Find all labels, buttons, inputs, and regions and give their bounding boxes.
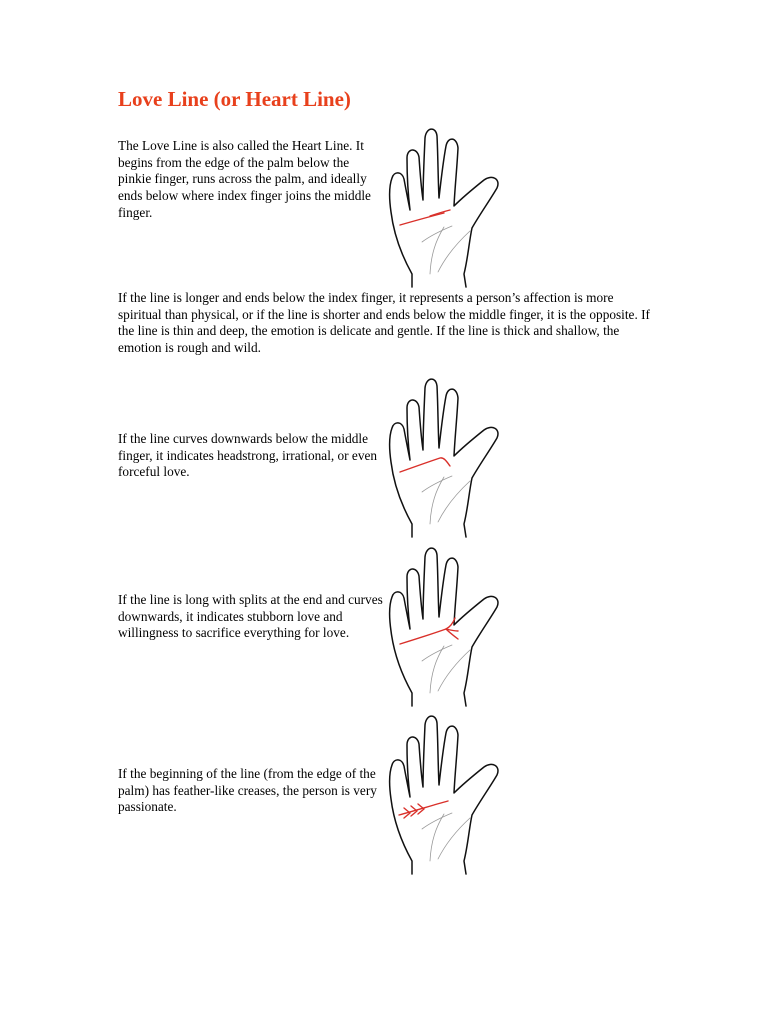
hand-outline bbox=[390, 129, 498, 287]
palm-crease bbox=[422, 813, 452, 829]
palm-crease bbox=[422, 476, 452, 492]
palm-crease bbox=[430, 646, 444, 693]
intro-paragraph: The Love Line is also called the Heart Line. It begins from the edge of the palm below the pinkie finger, runs across the palm, and ideally ends below where index finger joins the middle finger. bbox=[118, 138, 371, 220]
hand-love-line-straight-icon bbox=[384, 124, 522, 292]
love-line bbox=[400, 458, 450, 472]
feathered-line-paragraph: If the beginning of the line (from the edge of the palm) has feather-like creases, the person is very passionate. bbox=[118, 766, 377, 815]
hand-love-line-split-end-icon bbox=[384, 543, 522, 711]
hand-outline bbox=[390, 548, 498, 706]
love-line bbox=[400, 213, 444, 225]
hand-love-line-curved-down-icon bbox=[384, 374, 522, 542]
love-line bbox=[430, 210, 450, 216]
palm-crease bbox=[430, 477, 444, 524]
split-line-paragraph: If the line is long with splits at the end and curves downwards, it indicates stubborn love and willingness to sacrifice everything for love. bbox=[118, 592, 383, 641]
curved-line-paragraph: If the line curves downwards below the middle finger, it indicates headstrong, irrational, or even forceful love. bbox=[118, 431, 378, 480]
palm-crease bbox=[422, 645, 452, 661]
palm-crease bbox=[422, 226, 452, 242]
palm-crease bbox=[430, 814, 444, 861]
line-length-paragraph: If the line is longer and ends below the index finger, it represents a person’s affection is more spiritual than physical, or if the line is shorter and ends below the middle finger, it is the opposite. If the line is thin and deep, the emotion is delicate and gentle. If the line is thick and shallow, the emotion is rough and wild. bbox=[118, 290, 650, 356]
hand-love-line-feathered-start-icon bbox=[384, 711, 522, 879]
palm-crease bbox=[430, 227, 444, 274]
hand-outline bbox=[390, 716, 498, 874]
page-title: Love Line (or Heart Line) bbox=[118, 87, 351, 111]
